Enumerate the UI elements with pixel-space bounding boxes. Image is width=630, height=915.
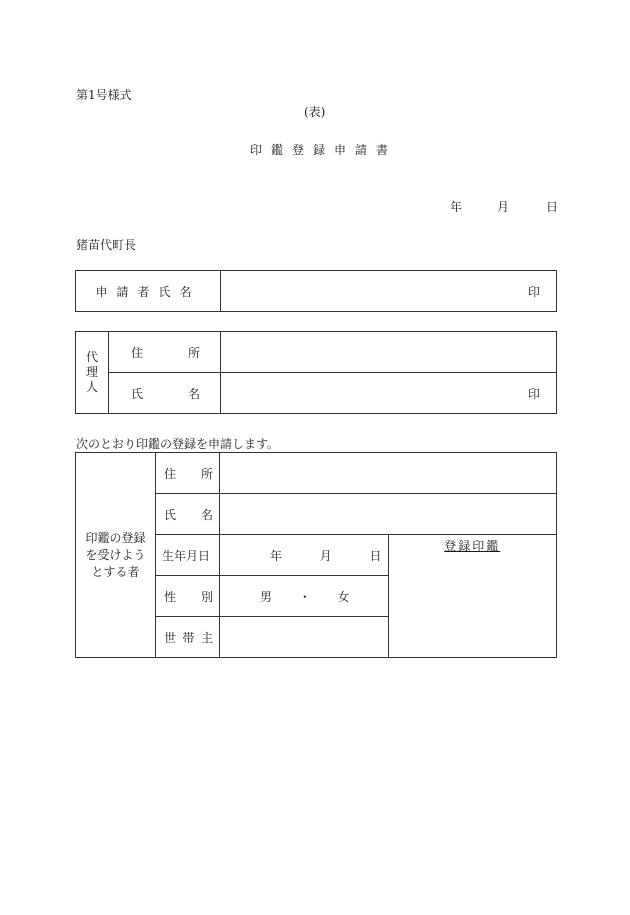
registrant-birthdate-label: 生年月日 — [156, 535, 220, 576]
agent-table — [75, 331, 557, 414]
addressee: 猪苗代町長 — [76, 238, 137, 252]
registrant-sex-field[interactable] — [220, 576, 389, 617]
registrant-birthdate-field[interactable]: 年 月 日 — [220, 535, 389, 576]
registered-seal-title: 登録印鑑 — [444, 539, 501, 553]
application-notice: 次のとおり印鑑の登録を申請します。 — [76, 437, 280, 451]
applicant-table — [75, 270, 557, 312]
date-month-label: 月 — [497, 200, 510, 214]
registrant-householder-label: 世 帯 主 — [156, 617, 220, 658]
agent-address-field[interactable] — [221, 332, 557, 373]
sex-option-male[interactable]: 男 — [260, 589, 273, 604]
agent-name-label: 氏 名 — [109, 373, 221, 414]
seal-mark: 印 — [527, 284, 540, 299]
agent-heading: 代 理 人 — [76, 332, 109, 414]
registrant-address-field[interactable] — [220, 453, 557, 494]
seal-mark: 印 — [527, 386, 540, 401]
sex-option-female[interactable]: 女 — [337, 589, 350, 604]
registrant-table — [75, 452, 557, 658]
applicant-name-label: 申請者氏名 — [76, 271, 221, 312]
registrant-address-label: 住 所 — [156, 453, 220, 494]
registrant-name-field[interactable] — [220, 494, 557, 535]
registrant-householder-field[interactable] — [220, 617, 389, 658]
form-number: 第1号様式 — [76, 88, 132, 102]
date-year-label: 年 — [450, 200, 463, 214]
registrant-heading: 印鑑の登録 を受けよう とする者 — [76, 453, 156, 658]
sex-separator: ・ — [298, 589, 311, 604]
agent-address-label: 住 所 — [109, 332, 221, 373]
document-title: 印鑑登録申請書 — [250, 143, 398, 157]
registrant-name-label: 氏 名 — [156, 494, 220, 535]
registered-seal-box[interactable] — [388, 535, 557, 658]
date-day-label: 日 — [546, 200, 559, 214]
applicant-name-field[interactable] — [221, 271, 557, 312]
registrant-sex-label: 性 別 — [156, 576, 220, 617]
front-side-label: (表) — [304, 105, 326, 119]
agent-name-field[interactable] — [221, 373, 557, 414]
